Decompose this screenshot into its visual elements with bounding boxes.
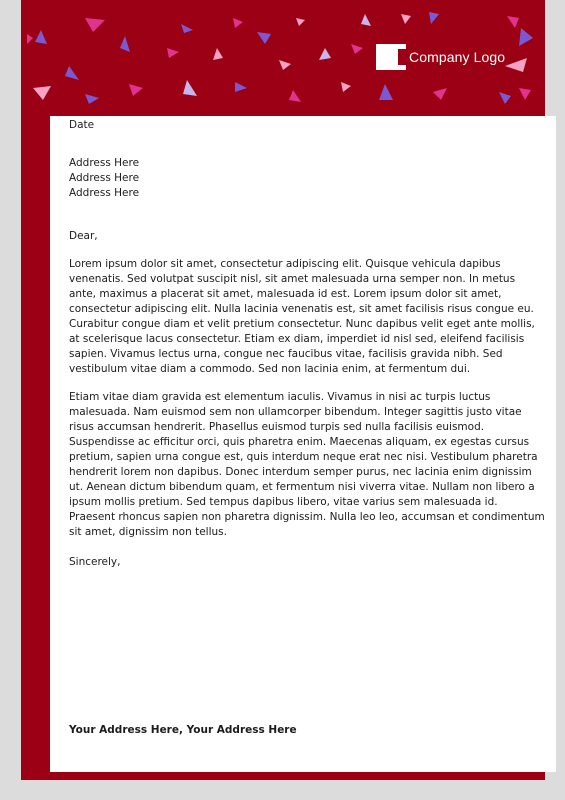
company-logo <box>376 43 505 70</box>
letterhead-frame <box>21 0 545 780</box>
footer-address: Your Address Here, Your Address Here <box>69 724 297 736</box>
letter-paper <box>50 116 556 772</box>
letter-date: Date <box>69 119 95 131</box>
letter-greeting: Dear, <box>69 230 98 242</box>
address-line: Address Here <box>69 172 140 184</box>
letter-closing: Sincerely, <box>69 556 121 568</box>
recipient-address <box>69 156 545 201</box>
company-logo-icon <box>376 44 406 70</box>
body-paragraph: Lorem ipsum dolor sit amet, consectetur adipiscing elit. Quisque vehicula dapibus venenatis. Sed volutpat suscipit nisl, sit amet malesuada urna semper non. In metus ante, maximus a placerat sit amet, malesuada id est. Lorem ipsum dolor sit amet, consectetur adipiscing elit. Nulla lacinia venenatis est, sit amet facilisis risus congue eu. Curabitur congue diam et velit pretium consectetur. Nunc dapibus velit eget ante mollis, at scelerisque lacus consectetur. Etiam ex diam, imperdiet id nisl sed, eleifend facilisis sapien. Vivamus lectus urna, congue nec faucibus vitae, facilisis gravida nibh. Sed vestibulum vitae diam a commodo. Sed non lacinia enim, at fermentum dui. <box>69 258 535 375</box>
letter-body <box>69 116 545 570</box>
body-paragraph: Etiam vitae diam gravida est elementum iaculis. Vivamus in nisi ac turpis luctus malesuada. Nam euismod sem non ullamcorper bibendum. Integer sagittis justo vitae risus accumsan hendrerit. Phasellus euismod turpis sed nulla facilisis euismod. Suspendisse ac efficitur orci, quis pharetra enim. Maecenas aliquam, ex egestas cursus pretium, sapien urna congue est, quis interdum neque erat nec nisi. Vestibulum pharetra hendrerit lorem non dapibus. Donec interdum semper purus, nec lacinia enim dignissim ut. Aenean dictum bibendum quam, et fermentum nisi viverra vitae. Nullam non libero a ipsum mollis pretium. Sed tempus dapibus libero, vitae varius sem malesuada id. Praesent rhoncus sapien non pharetra dignissim. Nulla leo leo, accumsan et condimentum sit amet, dignissim non tellus. <box>69 391 545 538</box>
company-logo-text: Company Logo <box>409 48 506 65</box>
address-line: Address Here <box>69 187 140 199</box>
address-line: Address Here <box>69 157 140 169</box>
